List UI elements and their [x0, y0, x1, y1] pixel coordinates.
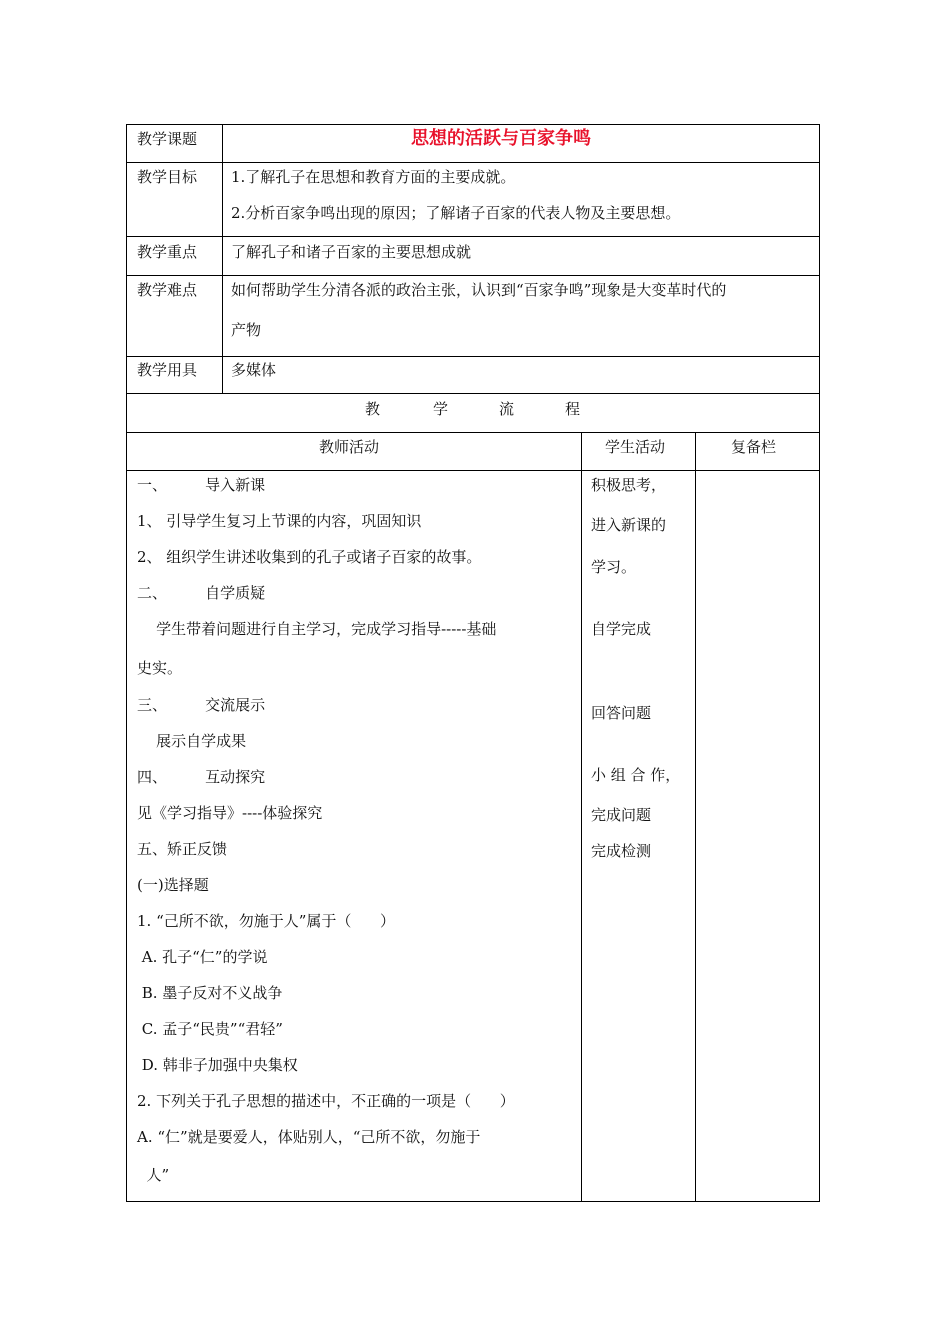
student-line: 自学完成: [591, 620, 652, 638]
focus-value: 了解孔子和诸子百家的主要思想成就: [231, 243, 472, 261]
student-line: 小 组 合 作，: [591, 766, 681, 784]
teacher-line: 史实。: [137, 659, 183, 677]
teacher-line: 2、 组织学生讲述收集到的孔子或诸子百家的故事。: [137, 548, 482, 566]
student-line: 进入新课的: [591, 516, 667, 534]
row-divider: [127, 393, 819, 394]
row-divider: [127, 356, 819, 357]
teacher-line: B. 墨子反对不义战争: [137, 984, 283, 1002]
backup-column-divider: [695, 432, 696, 1202]
student-line: 积极思考，: [591, 476, 667, 494]
goal-label: 教学目标: [137, 168, 198, 186]
flow-title-char: 学: [433, 400, 449, 418]
student-line: 完成检测: [591, 842, 652, 860]
teacher-line: (一)选择题: [137, 876, 209, 894]
teacher-line: C. 孟子“民贵”“君轻”: [137, 1020, 283, 1038]
teacher-line: 四、 互动探究: [137, 768, 266, 786]
teacher-line: D. 韩非子加强中央集权: [137, 1056, 298, 1074]
label-column-divider: [222, 125, 223, 393]
row-divider: [127, 162, 819, 163]
goal-line-2: 2.分析百家争鸣出现的原因；了解诸子百家的代表人物及主要思想。: [231, 204, 681, 222]
teacher-activity-header: 教师活动: [319, 438, 380, 456]
flow-title-char: 流: [499, 400, 515, 418]
focus-label: 教学重点: [137, 243, 198, 261]
backup-column-header: 复备栏: [731, 438, 777, 456]
teacher-line: 一、 导入新课: [137, 476, 266, 494]
teacher-line: 1. “己所不欲，勿施于人”属于（ ）: [137, 912, 396, 930]
tools-label: 教学用具: [137, 361, 198, 379]
student-line: 完成问题: [591, 806, 652, 824]
teacher-line: 二、 自学质疑: [137, 584, 266, 602]
flow-title-char: 程: [565, 400, 581, 418]
topic-label: 教学课题: [137, 130, 198, 148]
row-divider: [127, 432, 819, 433]
teacher-line: 三、 交流展示: [137, 696, 266, 714]
row-divider: [127, 470, 819, 471]
teacher-line: 2. 下列关于孔子思想的描述中，不正确的一项是（ ）: [137, 1092, 515, 1110]
teacher-line: 人”: [137, 1166, 170, 1184]
difficulty-line-2: 产物: [231, 321, 262, 339]
teacher-line: 五、矫正反馈: [137, 840, 228, 858]
goal-line-1: 1.了解孔子在思想和教育方面的主要成就。: [231, 168, 516, 186]
student-column-divider: [581, 432, 582, 1202]
tools-value: 多媒体: [231, 361, 277, 379]
teacher-line: 1、 引导学生复习上节课的内容，巩固知识: [137, 512, 422, 530]
student-line: 学习。: [591, 558, 637, 576]
student-line: 回答问题: [591, 704, 652, 722]
flow-title-char: 教: [365, 400, 381, 418]
difficulty-line-1: 如何帮助学生分清各派的政治主张，认识到“百家争鸣”现象是大变革时代的: [231, 281, 727, 299]
row-divider: [127, 275, 819, 276]
topic-title: 思想的活跃与百家争鸣: [411, 128, 591, 149]
teacher-line: 学生带着问题进行自主学习，完成学习指导-----基础: [137, 620, 497, 638]
student-activity-header: 学生活动: [605, 438, 666, 456]
teacher-line: 展示自学成果: [137, 732, 247, 750]
lesson-plan-table: [126, 124, 820, 1202]
difficulty-label: 教学难点: [137, 281, 198, 299]
teacher-line: A. 孔子“仁”的学说: [137, 948, 268, 966]
row-divider: [127, 236, 819, 237]
teacher-line: 见《学习指导》----体验探究: [137, 804, 323, 822]
teacher-line: A. “仁”就是要爱人，体贴别人，“己所不欲，勿施于: [137, 1128, 481, 1146]
